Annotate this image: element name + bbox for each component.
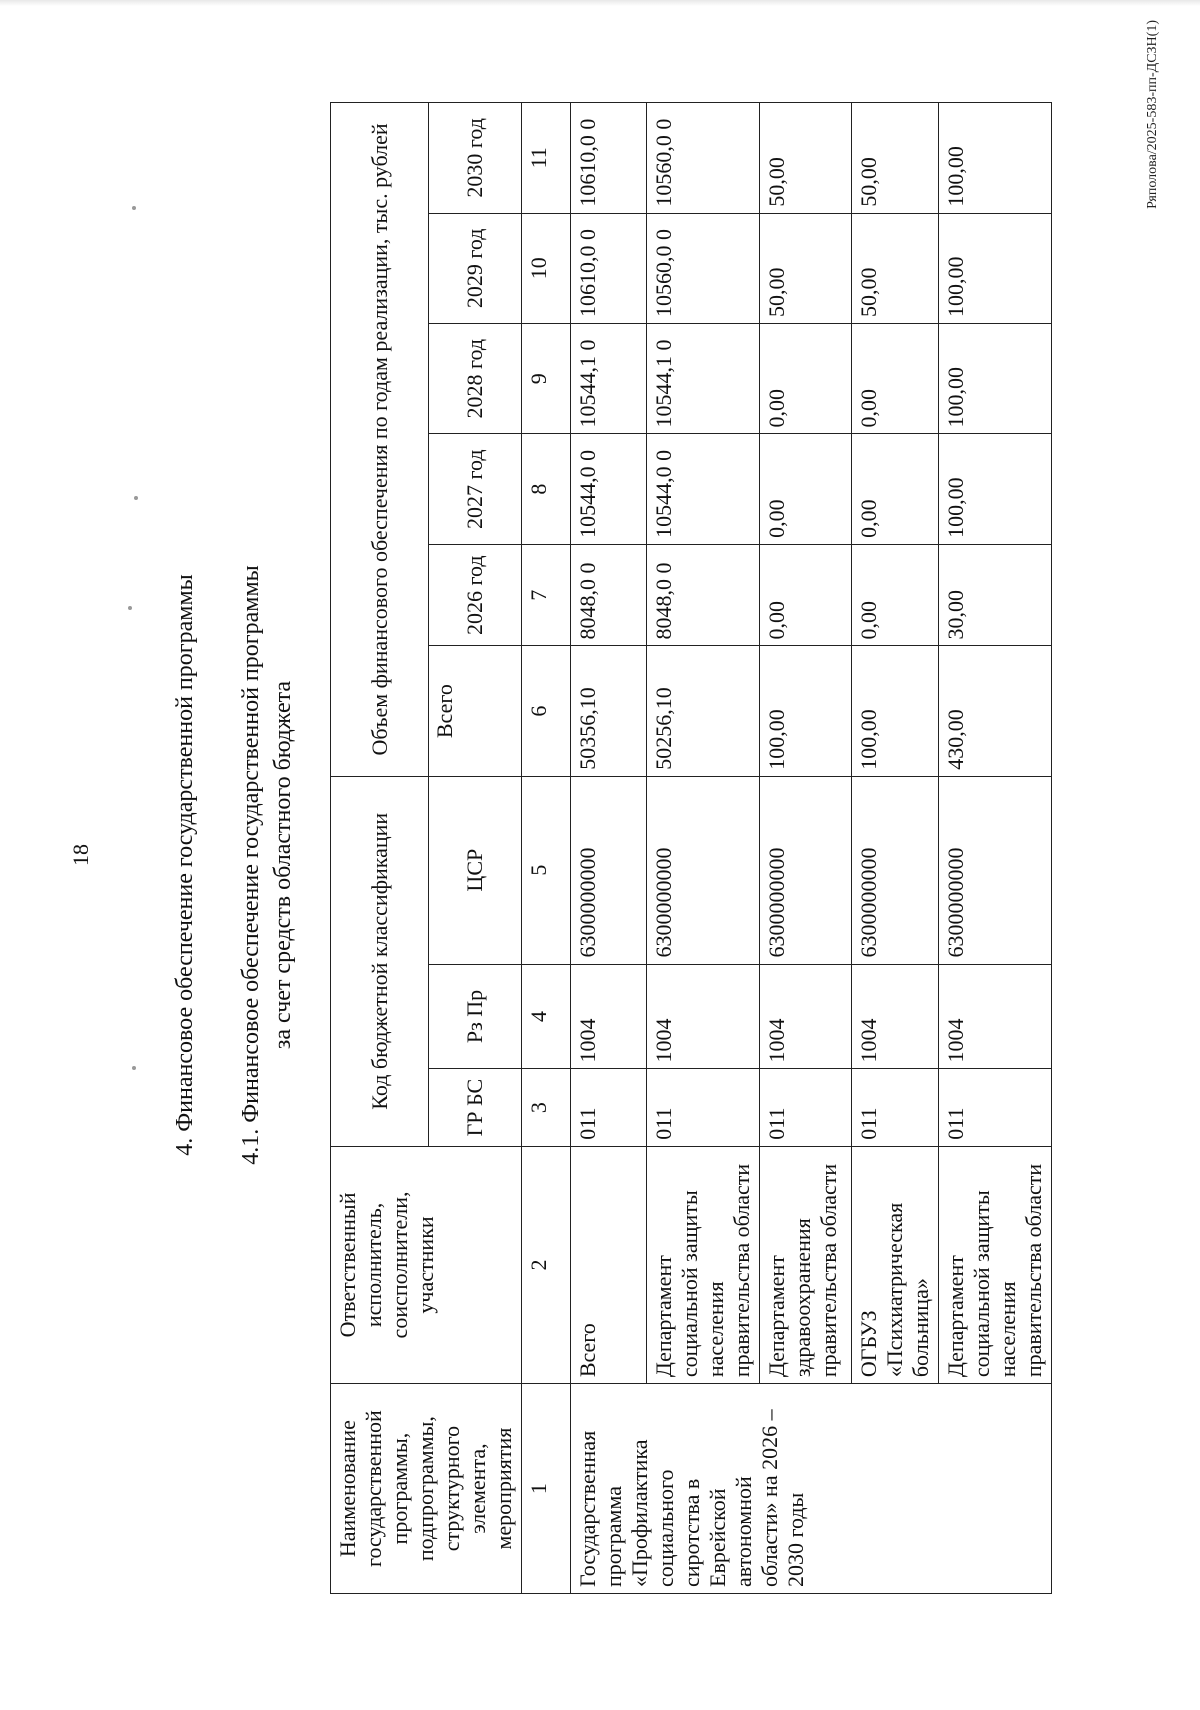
section-heading: 4. Финансовое обеспечение государственной программы — [172, 574, 198, 1156]
grbs-cell: 011 — [939, 1069, 1052, 1146]
rzpr-cell: 1004 — [647, 964, 760, 1069]
subsection-heading-line1: 4.1. Финансовое обеспечение государственной программы — [238, 565, 264, 1165]
year-2030-cell: 100,00 — [939, 103, 1052, 214]
header-responsible: Ответственный исполнитель, соисполнители, участники — [331, 1146, 522, 1383]
header-2026: 2026 год — [429, 544, 522, 646]
header-2029: 2029 год — [429, 213, 522, 323]
scan-speck — [132, 206, 136, 210]
year-2030-cell: 50,00 — [852, 103, 939, 214]
program-name-cell: Государственная программа «Профилактика социального сиротства в Еврейской автономной области» на 2026 – 2030 годы — [571, 1384, 1052, 1594]
header-grbs: ГР БС — [429, 1069, 522, 1146]
table-row — [760, 103, 852, 1594]
total-cell: 430,00 — [939, 646, 1052, 776]
header-budget-code: Код бюджетной классификации — [331, 776, 429, 1146]
column-number: 5 — [522, 776, 571, 964]
year-2028-cell: 10544,1 0 — [571, 324, 647, 434]
document-code: Ряполова/2025-583-пп-ДСЗН(1) — [1145, 20, 1160, 209]
participant-cell: Всего — [571, 1146, 647, 1383]
year-2027-cell: 10544,0 0 — [647, 434, 760, 544]
total-cell: 100,00 — [852, 646, 939, 776]
year-2027-cell: 10544,0 0 — [571, 434, 647, 544]
header-csr: ЦСР — [429, 776, 522, 964]
column-number: 9 — [522, 324, 571, 434]
csr-cell: 6300000000 — [939, 776, 1052, 964]
column-number: 6 — [522, 646, 571, 776]
rzpr-cell: 1004 — [852, 964, 939, 1069]
column-number: 8 — [522, 434, 571, 544]
year-2027-cell: 0,00 — [760, 434, 852, 544]
total-cell: 100,00 — [760, 646, 852, 776]
rzpr-cell: 1004 — [571, 964, 647, 1069]
column-number: 4 — [522, 964, 571, 1069]
header-2028: 2028 год — [429, 324, 522, 434]
year-2026-cell: 30,00 — [939, 544, 1052, 646]
grbs-cell: 011 — [647, 1069, 760, 1146]
year-2029-cell: 100,00 — [939, 213, 1052, 323]
scan-speck — [132, 1066, 136, 1070]
scan-speck — [128, 606, 132, 610]
csr-cell: 6300000000 — [760, 776, 852, 964]
year-2029-cell: 10560,0 0 — [647, 213, 760, 323]
table-row — [939, 103, 1052, 1594]
header-name: Наименование государственной программы, подпрограммы, структурного элемента, мероприятия — [331, 1384, 522, 1594]
column-number: 7 — [522, 544, 571, 646]
rzpr-cell: 1004 — [939, 964, 1052, 1069]
year-2027-cell: 100,00 — [939, 434, 1052, 544]
total-cell: 50356,10 — [571, 646, 647, 776]
year-2026-cell: 0,00 — [852, 544, 939, 646]
year-2026-cell: 8048,0 0 — [571, 544, 647, 646]
financing-table — [330, 102, 1052, 1594]
year-2030-cell: 10560,0 0 — [647, 103, 760, 214]
csr-cell: 6300000000 — [571, 776, 647, 964]
table-row — [647, 103, 760, 1594]
csr-cell: 6300000000 — [852, 776, 939, 964]
participant-cell: ОГБУЗ «Психиатрическая больница» — [852, 1146, 939, 1383]
column-number: 10 — [522, 213, 571, 323]
header-row-1 — [331, 103, 429, 1594]
page-number: 18 — [68, 844, 93, 866]
column-number: 1 — [522, 1384, 571, 1594]
csr-cell: 6300000000 — [647, 776, 760, 964]
participant-cell: Департамент социальной защиты населения правительства области — [647, 1146, 760, 1383]
year-2029-cell: 50,00 — [760, 213, 852, 323]
column-number: 2 — [522, 1146, 571, 1383]
year-2028-cell: 10544,1 0 — [647, 324, 760, 434]
year-2027-cell: 0,00 — [852, 434, 939, 544]
column-number: 11 — [522, 103, 571, 214]
header-rzpr: Рз Пр — [429, 964, 522, 1069]
header-volume: Объем финансового обеспечения по годам реализации, тыс. рублей — [331, 103, 429, 777]
subsection-heading-line2: за счет средств областного бюджета — [270, 680, 296, 1050]
grbs-cell: 011 — [852, 1069, 939, 1146]
participant-cell: Департамент здравоохранения правительства области — [760, 1146, 852, 1383]
table-row — [852, 103, 939, 1594]
year-2026-cell: 0,00 — [760, 544, 852, 646]
year-2030-cell: 50,00 — [760, 103, 852, 214]
header-2030: 2030 год — [429, 103, 522, 214]
total-cell: 50256,10 — [647, 646, 760, 776]
grbs-cell: 011 — [760, 1069, 852, 1146]
table-row — [571, 103, 647, 1594]
year-2028-cell: 100,00 — [939, 324, 1052, 434]
rzpr-cell: 1004 — [760, 964, 852, 1069]
year-2029-cell: 10610,0 0 — [571, 213, 647, 323]
participant-cell: Департамент социальной защиты населения правительства области — [939, 1146, 1052, 1383]
year-2030-cell: 10610,0 0 — [571, 103, 647, 214]
scan-speck — [134, 496, 138, 500]
year-2028-cell: 0,00 — [760, 324, 852, 434]
header-total: Всего — [429, 646, 522, 776]
year-2026-cell: 8048,0 0 — [647, 544, 760, 646]
grbs-cell: 011 — [571, 1069, 647, 1146]
year-2029-cell: 50,00 — [852, 213, 939, 323]
column-number: 3 — [522, 1069, 571, 1146]
column-number-row — [522, 103, 571, 1594]
header-2027: 2027 год — [429, 434, 522, 544]
year-2028-cell: 0,00 — [852, 324, 939, 434]
